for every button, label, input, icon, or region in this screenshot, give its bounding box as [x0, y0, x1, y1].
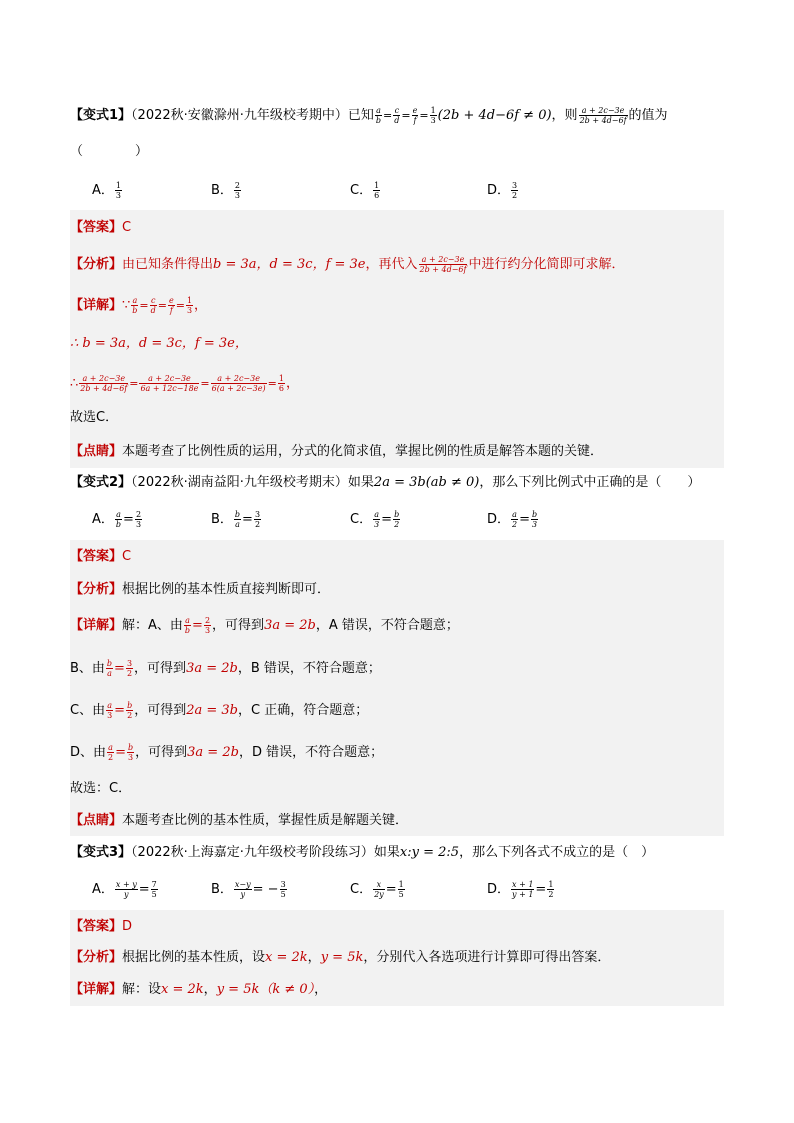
analysis-eq2: y = 5k: [320, 950, 364, 965]
q1-step2: ∴ b = 3a，d = 3c，f = 3e，: [70, 336, 248, 351]
option-den: 3: [234, 191, 241, 200]
option-lhs-den: b: [115, 520, 122, 529]
q3-stem: [70, 843, 654, 863]
option-label: B．: [211, 882, 233, 897]
q1-option-a: [92, 181, 123, 201]
q1-step3: ∴ $\frac{a + 2c-3e}{2b + 4d-6f}$ = $\frac{a + 2c-3e}{6a + 12c-18e}$ = $\frac{a + 2c-3e}{6(a + 2c-3e)}$ = $\frac{1}{6}$ ，: [70, 374, 299, 393]
option-label: A．: [92, 183, 114, 198]
q1-condition: (2b + 4d−6f ≠ 0): [437, 108, 552, 123]
analysis-eq1: x = 2k: [265, 950, 308, 965]
q1-conclusion: 故选C．: [70, 410, 119, 425]
q1-stem-pre: 已知: [347, 108, 374, 123]
option-label: A．: [92, 512, 114, 527]
option-lhs-den: y + 1: [512, 890, 534, 899]
option-rhs-den: 3: [532, 520, 538, 529]
q3-option-d: [487, 880, 555, 900]
option-rel: = −: [252, 882, 279, 897]
option-rhs-den: 5: [280, 890, 286, 899]
paren-open: （: [70, 144, 84, 159]
option-rhs-den: 5: [151, 890, 157, 899]
option-label: D．: [487, 512, 511, 527]
comment-text: 本题考查了比例性质的运用，分式的化简求值，掌握比例的性质是解答本题的关键．: [122, 444, 604, 459]
q1-detail: 【详解】∵ $\frac{a}{b}$ = $\frac{c}{d}$ = $\frac{e}{f}$ = $\frac{1}{3}$ ，: [70, 296, 208, 315]
q1-option-d: [487, 181, 519, 201]
analysis-post: ，分别代入各选项进行计算即可得出答案．: [363, 950, 611, 965]
option-rhs-num: b: [532, 510, 538, 519]
analysis-pre: 根据比例的基本性质，设: [122, 950, 266, 965]
option-label: B．: [211, 183, 233, 198]
q3-answer: [70, 917, 132, 937]
q2-detail-d: D、由 $\frac{a}{2}$ = $\frac{b}{3}$ ，可得到3a = 2b，D 错误，不符合题意；: [70, 743, 384, 762]
option-rel: =: [138, 882, 150, 897]
detail-eq: 3a = 2b: [186, 661, 238, 676]
q3-analysis: [70, 948, 610, 968]
detail-post: ，D 错误，不符合题意；: [238, 745, 384, 760]
detail-eq: 3a = 2b: [187, 745, 239, 760]
comment-tag: 【点睛】: [70, 813, 123, 828]
q2-detail-a: 【详解】解：A、由 $\frac{a}{b}$ = $\frac{2}{3}$ ，可得到3a = 2b，A 错误，不符合题意；: [70, 616, 459, 635]
option-lhs-num: a: [374, 510, 380, 519]
q2-answer: [70, 547, 131, 567]
q2-analysis: [70, 580, 330, 600]
analysis-tag: 【分析】: [70, 950, 123, 965]
detail-mid: ，可得到: [135, 745, 188, 760]
option-rhs-num: 1: [398, 880, 404, 889]
option-rhs-num: 7: [151, 880, 157, 889]
option-rhs-num: 1: [548, 880, 554, 889]
option-lhs-num: a: [116, 510, 121, 519]
option-den: 3: [115, 191, 121, 200]
q2-tag: 【变式2】: [70, 475, 132, 490]
detail-eq: 3a = 2b: [264, 618, 316, 633]
detail-cond: （k ≠ 0）: [259, 982, 315, 997]
analysis-tag: 【分析】: [70, 257, 123, 272]
option-rel: =: [535, 882, 547, 897]
option-lhs-num: a: [512, 510, 517, 519]
answer-value: C: [122, 549, 132, 564]
option-num: 1: [374, 181, 380, 190]
option-lhs-num: x + y: [115, 880, 137, 889]
q1-stem-post: 的值为: [628, 108, 668, 123]
q2-source: （2022秋·湖南益阳·九年级校考期末）: [131, 475, 348, 490]
q2-comment: [70, 811, 408, 831]
option-rhs-num: 3: [280, 880, 286, 889]
option-lhs-den: 2: [512, 520, 518, 529]
answer-tag: 【答案】: [70, 919, 123, 934]
option-label: C．: [350, 882, 373, 897]
detail-pre: B、由: [70, 661, 105, 676]
q2-option-b: B． $\frac{b}{a}$ = $\frac{3}{2}$: [211, 510, 261, 529]
answer-tag: 【答案】: [70, 220, 123, 235]
detail-tag: 【详解】: [70, 298, 123, 313]
option-den: 2: [512, 191, 518, 200]
detail-post: ，A 错误，不符合题意；: [315, 618, 459, 633]
detail-mid: ，可得到: [134, 703, 187, 718]
option-den: 6: [374, 191, 380, 200]
detail-tag: 【详解】: [70, 982, 123, 997]
option-lhs-num: x: [376, 880, 382, 889]
option-num: 2: [234, 181, 241, 190]
option-rhs-num: 2: [135, 510, 142, 519]
option-rhs-num: b: [394, 510, 400, 519]
analysis-sep: ，: [307, 950, 321, 965]
q3-option-b: [211, 880, 288, 900]
detail-post: ，B 错误，不符合题意；: [237, 661, 381, 676]
option-rhs-den: 5: [398, 890, 404, 899]
option-lhs-den: y: [115, 889, 138, 899]
q1-option-b: [211, 181, 242, 201]
detail-pre: D、由: [70, 745, 107, 760]
detail-end: ，: [314, 982, 328, 997]
analysis-pre: 由已知条件得出: [122, 257, 214, 272]
q2-detail-c: C、由 $\frac{a}{3}$ = $\frac{b}{2}$ ，可得到2a = 3b，C 正确，符合题意；: [70, 701, 369, 720]
q2-stem: [70, 473, 700, 493]
detail-end: ，: [194, 298, 208, 313]
answer-value: D: [122, 919, 133, 934]
q3-detail: [70, 980, 327, 1000]
option-label: B．: [211, 512, 233, 527]
detail-mid: ，可得到: [134, 661, 187, 676]
detail-tag: 【详解】: [70, 618, 123, 633]
q1-answer-paren: [70, 142, 148, 162]
answer-value: C: [122, 220, 132, 235]
option-lhs-den: a: [235, 520, 240, 529]
q1-stem: 【变式1】（2022秋·安徽滁州·九年级校考期中）已知 $\frac{a}{b}$ = $\frac{c}{d}$ = $\frac{e}{f}$ = $\frac{1}{3}$ (2b + 4d−6f ≠ 0)，则 $\frac{a + 2c-3e}{2b + 4d-6f}$ 的值为: [70, 106, 668, 125]
q2-option-d: D． $\frac{a}{2}$ = $\frac{b}{3}$: [487, 510, 538, 529]
option-lhs-num: x + 1: [512, 880, 534, 889]
q1-source: （2022秋·安徽滁州·九年级校考期中）: [131, 108, 348, 123]
q3-stem-eq: x:y = 2:5: [399, 845, 460, 860]
detail-pre: C、由: [70, 703, 106, 718]
option-rhs-den: 3: [135, 520, 142, 529]
analysis-mid: ，再代入: [365, 257, 418, 272]
option-label: C．: [350, 512, 373, 527]
option-lhs-den: y: [234, 889, 252, 899]
analysis-equations: b = 3a，d = 3c，f = 3e: [213, 257, 366, 272]
option-rhs-num: 3: [254, 510, 261, 519]
detail-pre: 解：A、由: [122, 618, 183, 633]
detail-pre: 解：设: [122, 982, 162, 997]
analysis-tag: 【分析】: [70, 582, 123, 597]
option-num: 3: [512, 181, 518, 190]
comment-tag: 【点睛】: [70, 444, 123, 459]
option-lhs-den: 3: [374, 520, 380, 529]
q3-option-c: [350, 880, 406, 900]
option-label: A．: [92, 882, 114, 897]
detail-post: ，C 正确，符合题意；: [238, 703, 369, 718]
q1-tag: 【变式1】: [70, 108, 132, 123]
detail-mid: ，可得到: [212, 618, 265, 633]
q2-option-a: A． $\frac{a}{b}$ = $\frac{2}{3}$: [92, 510, 142, 529]
paren-close: ）: [135, 144, 149, 159]
option-num: 1: [115, 181, 121, 190]
q3-stem-post: ，那么下列各式不成立的是（ ）: [459, 845, 655, 860]
q1-stem-mid: ，则: [551, 108, 578, 123]
analysis-post: 中进行约分化简即可求解．: [468, 257, 625, 272]
detail-eq1: x = 2k: [161, 982, 204, 997]
q3-option-a: [92, 880, 159, 900]
option-lhs-den: 2y: [374, 890, 384, 899]
q1-answer: [70, 218, 131, 238]
answer-tag: 【答案】: [70, 549, 123, 564]
q2-stem-eq: 2a = 3b(ab ≠ 0): [373, 475, 480, 490]
q2-conclusion: 故选：C．: [70, 781, 132, 796]
option-rhs-den: 2: [548, 890, 554, 899]
detail-sep: ，: [203, 982, 217, 997]
q1-comment: [70, 442, 603, 462]
q2-option-c: C． $\frac{a}{3}$ = $\frac{b}{2}$: [350, 510, 400, 529]
comment-text: 本题考查比例的基本性质，掌握性质是解题关键．: [122, 813, 409, 828]
q3-stem-pre: 如果: [373, 845, 400, 860]
option-label: D．: [487, 882, 511, 897]
option-rhs-den: 2: [394, 520, 400, 529]
option-label: D．: [487, 183, 511, 198]
q2-stem-pre: 如果: [347, 475, 374, 490]
q3-tag: 【变式3】: [70, 845, 132, 860]
q1-option-c: [350, 181, 381, 201]
q1-analysis: 【分析】由已知条件得出b = 3a，d = 3c，f = 3e，再代入 $\frac{a + 2c-3e}{2b + 4d-6f}$ 中进行约分化简即可求解．: [70, 255, 625, 274]
option-label: C．: [350, 183, 373, 198]
q2-detail-b: B、由 $\frac{b}{a}$ = $\frac{3}{2}$ ，可得到3a = 2b，B 错误，不符合题意；: [70, 659, 381, 678]
analysis-text: 根据比例的基本性质直接判断即可．: [122, 582, 331, 597]
q2-stem-post: ，那么下列比例式中正确的是（ ）: [479, 475, 701, 490]
option-rel: =: [385, 882, 397, 897]
q3-source: （2022秋·上海嘉定·九年级校考阶段练习）: [131, 845, 374, 860]
option-lhs-num: x−y: [234, 880, 251, 889]
step-prefix: ∴: [70, 376, 79, 391]
option-rhs-den: 2: [254, 520, 261, 529]
option-lhs-num: b: [234, 510, 241, 519]
detail-eq: 2a = 3b: [186, 703, 238, 718]
detail-eq2: y = 5k: [216, 982, 260, 997]
